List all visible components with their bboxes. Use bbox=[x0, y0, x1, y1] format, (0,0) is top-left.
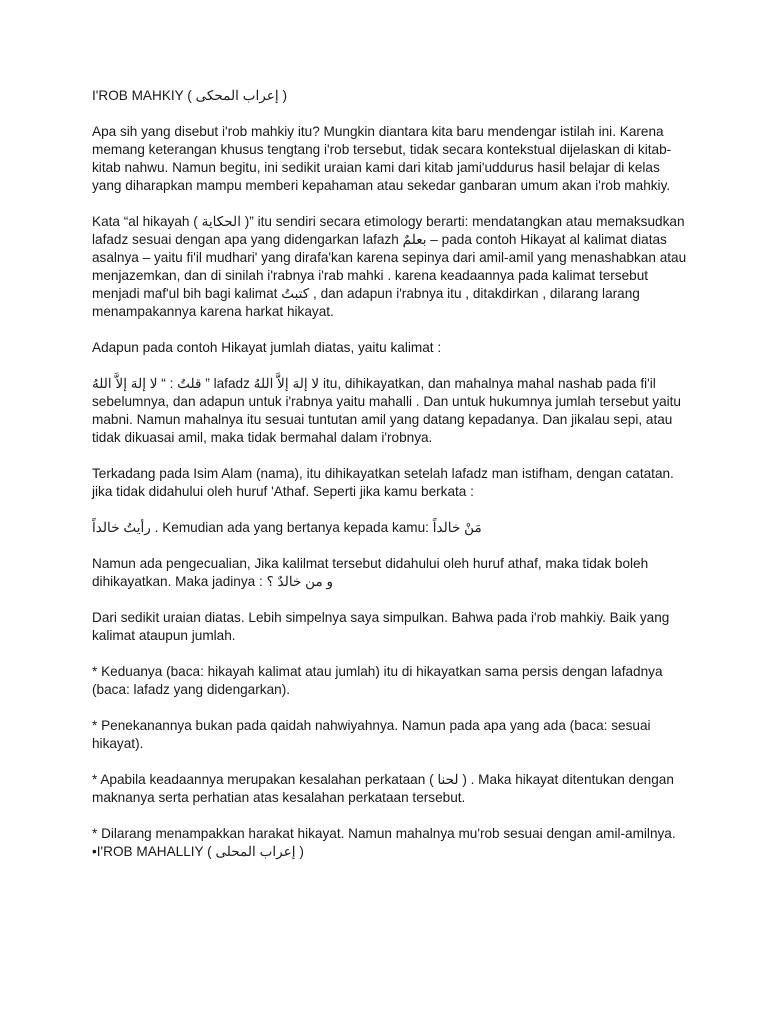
paragraph-example-khalid: رأيتُ خالداً . Kemudian ada yang bertanya kepada kamu: مَنْ خالداً bbox=[92, 520, 482, 535]
paragraph-hikayat-jumlah: Adapun pada contoh Hikayat jumlah diatas, yaitu kalimat : bbox=[92, 340, 442, 355]
paragraph-al-hikayah: Kata “al hikayah ( الحكاية )” itu sendiri secara etimology berarti: mendatangkan atau memaksudkan lafadz sesuai dengan apa yang didengarkan lafazh بعلمٌ – pada contoh Hikayat al kalimat diatas asalnya – yaitu fi'il mudhari' yang dirafa'kan karena sepinya dari amil-amil yang menashabkan atau menjazemkan, dan di sinilah i'rabnya i'rab mahki . karena keadaannya pada kalimat tersebut menjadi maf'ul bih bagi kalimat كتبتُ , dan adapun i'rabnya itu , ditakdirkan , dilarang larang menampakannya karena harkat hikayat. bbox=[92, 214, 687, 319]
bullet-point-4: * Dilarang menampakkan harakat hikayat. Namun mahalnya mu'rob sesuai dengan amil-amilnya. bbox=[92, 826, 676, 841]
bullet-point-1: * Keduanya (baca: hikayah kalimat atau jumlah) itu di hikayatkan sama persis dengan lafadnya (baca: lafadz yang didengarkan). bbox=[92, 664, 663, 697]
section-title-irob-mahalliy: •I'ROB MAHALLIY ( إعراب المحلى ) bbox=[92, 844, 304, 859]
paragraph-exception: Namun ada pengecualian, Jika kalilmat tersebut didahului oleh huruf athaf, maka tidak boleh dihikayatkan. Maka jadinya : و من خالدٌ ؟ bbox=[92, 556, 649, 589]
bullet-point-3: * Apabila keadaannya merupakan kesalahan perkataan ( لحنا ) . Maka hikayat ditentukan dengan maknanya serta perhatian atas kesalahan perkataan tersebut. bbox=[92, 772, 674, 805]
paragraph-isim-alam: Terkadang pada Isim Alam (nama), itu dihikayatkan setelah lafadz man istifham, dengan catatan. jika tidak didahului oleh huruf 'Athaf. Seperti jika kamu berkata : bbox=[92, 466, 674, 499]
bullet-point-2: * Penekanannya bukan pada qaidah nahwiyahnya. Namun pada apa yang ada (baca: sesuai hikayat). bbox=[92, 718, 651, 751]
section-title-irob-mahkiy: I'ROB MAHKIY ( إعراب المحكى ) bbox=[92, 88, 288, 103]
paragraph-summary: Dari sedikit uraian diatas. Lebih simpelnya saya simpulkan. Bahwa pada i'rob mahkiy. Baik yang kalimat ataupun jumlah. bbox=[92, 610, 670, 643]
paragraph-lafadz-example: قلتُ : “ لا إلهَ إلاَّ اللهُ ” lafadz لا إلهَ إلاَّ اللهُ itu, dihikayatkan, dan mahalnya mahal nashab pada fi'il sebelumnya, dan adapun untuk i'rabnya yaitu mahalli . Dan untuk hukumnya jumlah tersebut yaitu mabni. Namun mahalnya itu sesuai tuntutan amil yang datang kepadanya. Dan jikalau sepi, atau tidak dikuasai amil, maka tidak bermahal dalam i'robnya. bbox=[92, 376, 681, 445]
document-body bbox=[92, 87, 692, 861]
paragraph-intro: Apa sih yang disebut i'rob mahkiy itu? Mungkin diantara kita baru mendengar istilah ini. Karena memang keterangan khusus tengtang i'rob tersebut, tidak secara kontekstual dijelaskan di kitab-kitab nahwu. Namun begitu, ini sedikit uraian kami dari kitab jami'uddurus hasil belajar di kelas yang diharapkan mampu memberi kepahaman atau sekedar ganbaran umum akan i'rob mahkiy. bbox=[92, 124, 672, 193]
